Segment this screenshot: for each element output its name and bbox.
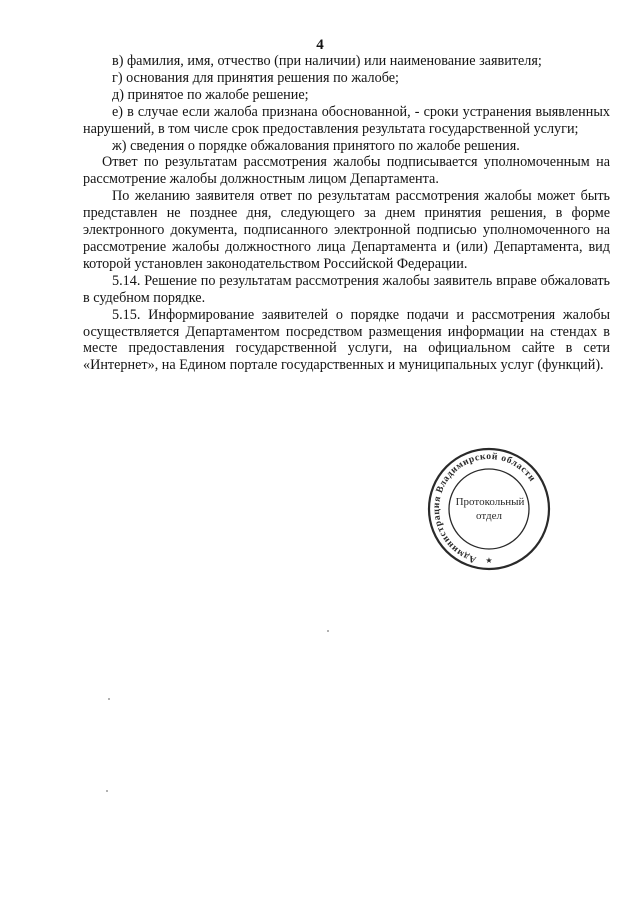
paragraph-5-14: 5.14. Решение по результатам рассмотрения жалобы заявитель вправе обжаловать в судебном порядке. [83, 272, 610, 306]
document-body [83, 53, 610, 374]
scan-speck [106, 790, 108, 792]
paragraph-item-e: е) в случае если жалоба признана обоснованной, - сроки устранения выявленных нарушений, в том числе срок предоставления результата государственной услуги; [83, 103, 610, 137]
paragraph-item-g: г) основания для принятия решения по жалобе; [112, 69, 399, 86]
paragraph-item-zh: ж) сведения о порядке обжалования принятого по жалобе решения. [112, 137, 520, 154]
paragraph-response-signed: Ответ по результатам рассмотрения жалобы подписывается уполномоченным на рассмотрение жалобы должностным лицом Департамента. [83, 154, 610, 188]
paragraph-5-15: 5.15. Информирование заявителей о порядке подачи и рассмотрения жалобы осуществляется Департаментом посредством размещения информации на стендах в месте предоставления государственной услуги, на официальном сайте в сети «Интернет», на Едином портале государственных и муниципальных услуг (функций). [83, 306, 610, 374]
paragraph-item-d: д) принятое по жалобе решение; [112, 86, 309, 103]
stamp-ring-text: Администрация Владимирской области [430, 450, 538, 566]
stamp-center-line-2: отдел [476, 510, 502, 522]
paragraph-electronic-response: По желанию заявителя ответ по результатам рассмотрения жалобы может быть представлен не позднее дня, следующего за днем принятия решения, в форме электронного документа, подписанного электронной подписью уполномоченного на рассмотрение жалобы должностного лица Департамента и (или) Департамента, вид которой установлен законодательством Российской Федерации. [83, 188, 610, 272]
scan-speck [108, 698, 110, 700]
official-stamp [427, 447, 551, 571]
star-icon: ★ [485, 556, 493, 565]
paragraph-item-v: в) фамилия, имя, отчество (при наличии) или наименование заявителя; [112, 53, 542, 69]
page-number: 4 [316, 37, 324, 53]
scan-speck [327, 630, 329, 632]
stamp-center-line-1: Протокольный [455, 496, 525, 508]
